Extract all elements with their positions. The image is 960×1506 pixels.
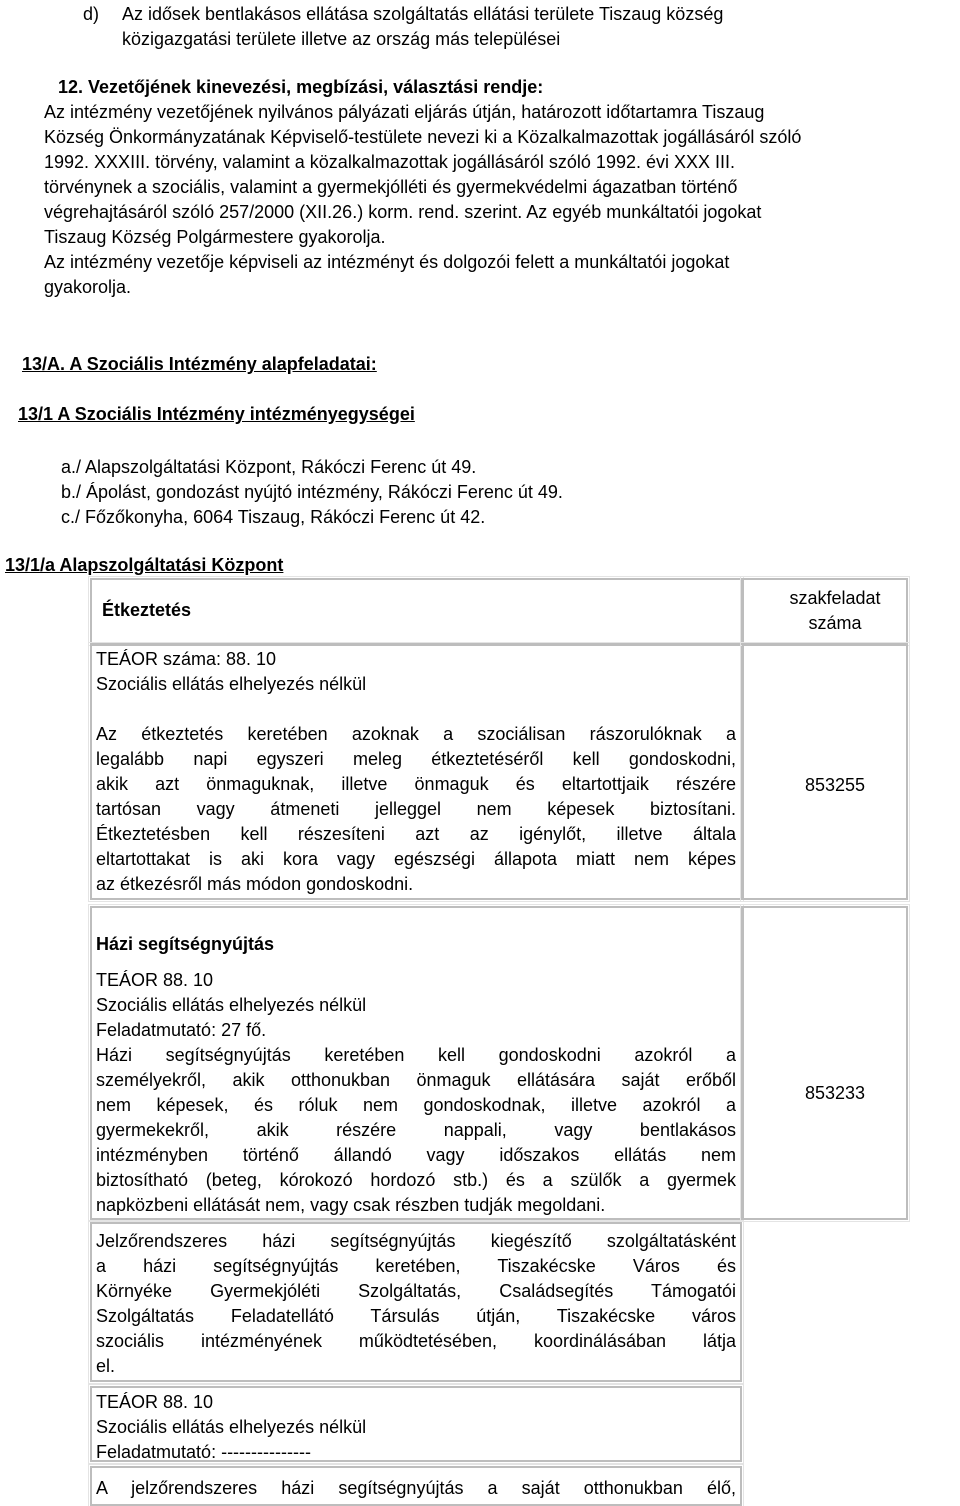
hazi-desc-line-3: nem képesek, és róluk nem gondoskodnak, illetve azokról a <box>96 1095 736 1115</box>
section-12-line-4: törvénynek a szociális, valamint a gyermekjólléti és gyermekvédelmi ágazatban történő <box>44 177 738 197</box>
etkeztetes-desc-line-6: eltartottakat is aki kora vagy egészségi állapota miatt nem képes <box>96 849 736 869</box>
etkeztetes-desc-line-4: tartósan vagy átmeneti jelleggel nem képesek biztosítani. <box>96 799 736 819</box>
section-12-line-2: Község Önkormányzatának Képviselő-testülete nevezi ki a Közalkalmazottak jogállásáról szóló <box>44 127 802 147</box>
item-d-marker: d) <box>83 4 100 24</box>
section-12-line-3: 1992. XXXIII. törvény, valamint a közalkalmazottak jogállásáról szóló 1992. évi XXX III. <box>44 152 736 172</box>
etkeztetes-desc-line-1: Az étkeztetés keretében azoknak a szociálisan rászorulóknak a <box>96 724 736 744</box>
jelzo-desc-line-1: Jelzőrendszeres házi segítségnyújtás kiegészítő szolgáltatásként <box>96 1231 736 1251</box>
jelzo-continuation: A jelzőrendszeres házi segítségnyújtás a saját otthonukban élő, <box>96 1478 736 1498</box>
section-13a-heading: 13/A. A Szociális Intézmény alapfeladatai: <box>22 354 377 374</box>
etkeztetes-category: Szociális ellátás elhelyezés nélkül <box>96 674 367 694</box>
code-header-line-1: szakfeladat <box>789 588 881 608</box>
hazi-indicator: Feladatmutató: 27 fő. <box>96 1020 267 1040</box>
section-13-1-heading: 13/1 A Szociális Intézmény intézményegységei <box>18 404 415 424</box>
section-13-1-a-heading: 13/1/a Alapszolgáltatási Központ <box>5 555 284 575</box>
hazi-code-cell <box>742 906 908 1220</box>
section-12-line-5: végrehajtásáról szóló 257/2000 (XII.26.) korm. rend. szerint. Az egyéb munkáltatói jogokat <box>44 202 762 222</box>
code-header-line-2: száma <box>808 613 862 633</box>
item-d-line-2: közigazgatási területe illetve az ország más települései <box>122 29 561 49</box>
hazi-desc-line-6: biztosítható (beteg, kórokozó hordozó stb.) és a szülők a gyermek <box>96 1170 736 1190</box>
section-12-line-8: gyakorolja. <box>44 277 132 297</box>
etkeztetes-title: Étkeztetés <box>102 600 192 620</box>
jelzo-indicator: Feladatmutató: --------------- <box>96 1442 311 1462</box>
etkeztetes-desc-line-7: az étkezésről más módon gondoskodni. <box>96 874 414 894</box>
hazi-title: Házi segítségnyújtás <box>96 934 275 954</box>
jelzo-teaor: TEÁOR 88. 10 <box>96 1392 214 1412</box>
etkeztetes-teaor: TEÁOR száma: 88. 10 <box>96 649 277 669</box>
hazi-desc-line-1: Házi segítségnyújtás keretében kell gondoskodni azokról a <box>96 1045 736 1065</box>
hazi-desc-line-4: gyermekekről, akik részére nappali, vagy bentlakásos <box>96 1120 736 1140</box>
jelzo-desc-line-2: a házi segítségnyújtás keretében, Tiszakécske Város és <box>96 1256 736 1276</box>
jelzo-desc-line-3: Környéke Gyermekjóléti Szolgáltatás, Családsegítés Támogatói <box>96 1281 736 1301</box>
hazi-category: Szociális ellátás elhelyezés nélkül <box>96 995 367 1015</box>
section-12-number: 12. <box>58 77 84 97</box>
hazi-desc-line-7: napközbeni ellátását nem, vagy csak részben tudják megoldani. <box>96 1195 606 1215</box>
section-12-line-7: Az intézmény vezetője képviseli az intézményt és dolgozói felett a munkáltatói jogokat <box>44 252 730 272</box>
hazi-code: 853233 <box>804 1083 866 1103</box>
jelzo-desc-line-5: szociális intézményének működtetésében, koordinálásában látja <box>96 1331 736 1351</box>
jelzo-desc-line-4: Szolgáltatás Feladatellátó Társulás útján, Tiszakécske város <box>96 1306 736 1326</box>
section-12-line-6: Tiszaug Község Polgármestere gyakorolja. <box>44 227 386 247</box>
unit-item-c: c./ Főzőkonyha, 6064 Tiszaug, Rákóczi Ferenc út 42. <box>61 507 486 527</box>
hazi-desc-line-5: intézményben történő állandó vagy időszakos ellátás nem <box>96 1145 736 1165</box>
etkeztetes-code: 853255 <box>804 775 866 795</box>
unit-item-a: a./ Alapszolgáltatási Központ, Rákóczi Ferenc út 49. <box>61 457 477 477</box>
hazi-teaor: TEÁOR 88. 10 <box>96 970 214 990</box>
etkeztetes-code-cell <box>742 644 908 900</box>
etkeztetes-desc-line-3: akik azt önmaguknak, illetve önmaguk és eltartottjaik részére <box>96 774 736 794</box>
unit-item-b: b./ Ápolást, gondozást nyújtó intézmény, Rákóczi Ferenc út 49. <box>61 482 563 502</box>
etkeztetes-desc-line-2: legalább napi egyszeri meleg étkeztetéséről kell gondoskodni, <box>96 749 736 769</box>
item-d-line-1: Az idősek bentlakásos ellátása szolgáltatás ellátási területe Tiszaug község <box>122 4 724 24</box>
etkeztetes-desc-line-5: Étkeztetésben kell részesíteni azt az igénylőt, illetve általa <box>96 824 736 844</box>
section-12-line-1: Az intézmény vezetőjének nyilvános pályázati eljárás útján, határozott időtartamra Tiszaug <box>44 102 765 122</box>
jelzo-category: Szociális ellátás elhelyezés nélkül <box>96 1417 367 1437</box>
hazi-desc-line-2: személyekről, akik otthonukban önmaguk ellátására saját erőből <box>96 1070 736 1090</box>
section-12-heading: Vezetőjének kinevezési, megbízási, választási rendje: <box>88 77 544 97</box>
jelzo-desc-line-6: el. <box>96 1356 116 1376</box>
